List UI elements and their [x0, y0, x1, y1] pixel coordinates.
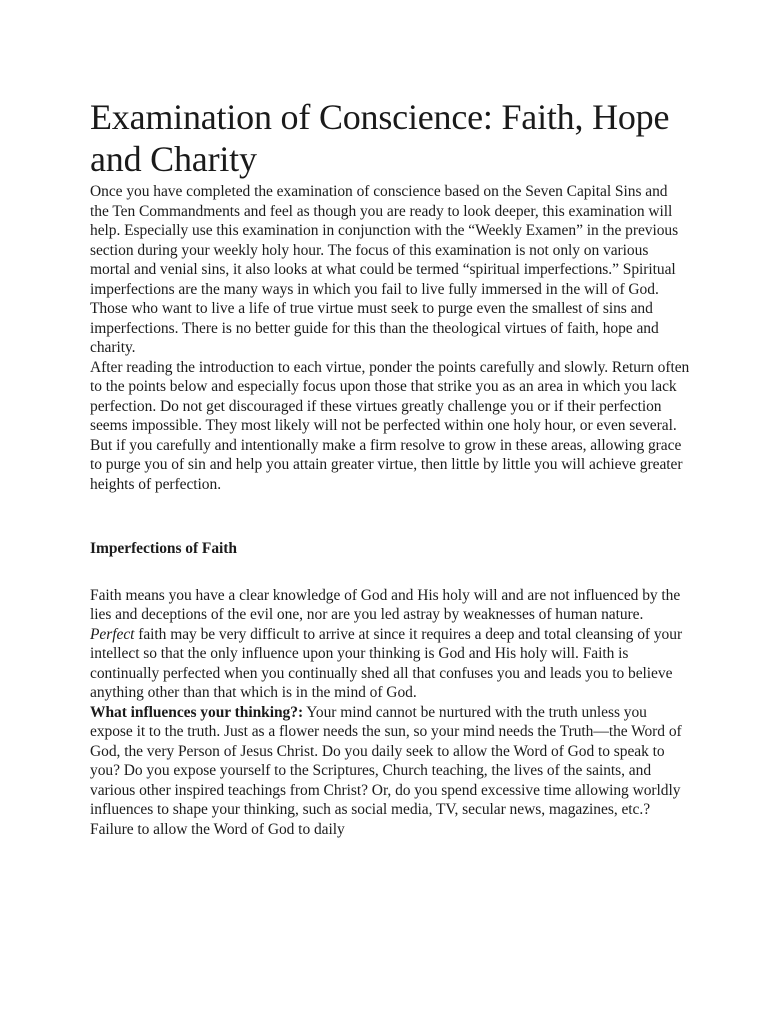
section-heading: Imperfections of Faith [90, 540, 237, 557]
document-title: Examination of Conscience: Faith, Hope and Charity [90, 97, 670, 179]
point-paragraph [90, 703, 690, 840]
document-page [90, 96, 690, 839]
faith-paragraph [90, 586, 690, 703]
faith-text: faith may be very difficult to arrive at since it requires a deep and total cleansing of your intellect so that the only influence upon your thinking is God and His holy will. Faith is continually perfected when you continually shed all that confuses you and leads you to believe anything other than that which is in the mind of God. [90, 625, 683, 701]
point-text: Your mind cannot be nurtured with the truth unless you expose it to the truth. Just as a flower needs the sun, so your mind needs the Truth—the Word of God, the very Person of Jesus Christ. Do you daily seek to allow the Word of God to speak to you? Do you expose yourself to the Scriptures, Church teaching, the lives of the saints, and various other inspired teachings from Christ? Or, do you spend excessive time allowing worldly influences to shape your thinking, such as social media, TV, secular news, magazines, etc.? Failure to allow the Word of God to daily [90, 703, 682, 838]
intro-paragraph: After reading the introduction to each virtue, ponder the points carefully and slowly. Return often to the points below and especially focus upon those that strike you as an area in which you lack perfection. Do not get discouraged if these virtues greatly challenge you or if their perfection seems impossible. They most likely will not be perfected within one holy hour, or even several. But if you carefully and intentionally make a firm resolve to grow in these areas, allowing grace to purge you of sin and help you attain greater virtue, then little by little you will achieve greater heights of perfection. [90, 358, 690, 493]
intro-paragraph: Once you have completed the examination of conscience based on the Seven Capital Sins and the Ten Commandments and feel as though you are ready to look deeper, this examination will help. Especially use this examination in conjunction with the “Weekly Examen” in the previous section during your weekly holy hour. The focus of this examination is not only on various mortal and venial sins, it also looks at what could be termed “spiritual imperfections.” Spiritual imperfections are the many ways in which you fail to live fully immersed in the will of God. Those who want to live a life of true virtue must seek to purge even the smallest of sins and imperfections. There is no better guide for this than the theological virtues of faith, hope and charity. [90, 183, 679, 356]
faith-emphasis: Perfect [90, 625, 135, 643]
point-label: What influences your thinking?: [90, 703, 304, 721]
faith-text: Faith means you have a clear knowledge of God and His holy will and are not influenced by the lies and deceptions of the evil one, nor are you led astray by weaknesses of human nature. [90, 586, 681, 623]
